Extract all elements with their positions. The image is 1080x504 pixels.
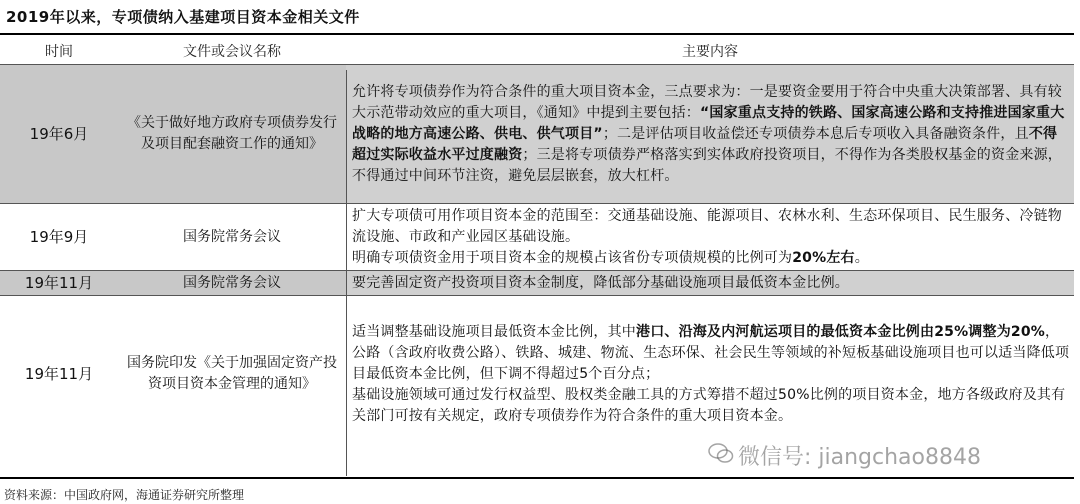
- header-doc: 文件或会议名称: [183, 44, 281, 60]
- row-doc: 国务院印发《关于加强固定资产投资项目资本金管理的通知》: [118, 296, 346, 453]
- content-text: 基础设施领域可通过发行权益型、股权类金融工具的方式筹措不超过50%比例的项目资本金，地方各级政府及其有关部门可按有关规定，政府专项债券作为符合条件的重大项目资本金。: [352, 386, 1066, 424]
- bottom-rule: [0, 477, 1074, 479]
- row-doc: 国务院常务会议: [118, 204, 346, 271]
- wechat-icon: [708, 442, 734, 464]
- emphasis-text: “国家重点支持的铁路、国家高速公路和支持推进国家重大战略的地方高速公路、供电、供气项目”: [352, 104, 1065, 142]
- emphasis-text: 不得超过实际收益水平过度融资: [352, 125, 1058, 163]
- content-text: ，公路（含政府收费公路）、铁路、城建、物流、生态环保、社会民生等领域的补短板基础设施项目也可以适当降低项目最低资本金比例，但下调不得超过5个百分点；: [352, 323, 1070, 382]
- content-text: 扩大专项债可用作项目资本金的范围至：交通基础设施、能源项目、农林水利、生态环保项目、民生服务、冷链物流设施、市政和产业园区基础设施。: [352, 207, 1062, 245]
- row-doc: 《关于做好地方政府专项债券发行及项目配套融资工作的通知》: [118, 65, 346, 204]
- table-header-row: [0, 38, 1074, 65]
- content-text: ；二是评估项目收益偿还专项债券本息后专项收入具备融资条件，且: [602, 125, 1029, 142]
- content-text: ；三是将专项债券严格落实到实体政府投资项目，不得作为各类股权基金的资金来源，不得通过中间环节注资，避免层层嵌套，放大杠杆。: [352, 146, 1063, 184]
- content-text: 明确专项债资金用于项目资本金的规模占该省份专项债规模的比例可为: [352, 249, 793, 266]
- content-text: 要完善固定资产投资项目资本金制度，降低部分基础设施项目最低资本金比例。: [352, 274, 849, 291]
- table-row: [0, 296, 1074, 453]
- row-content: [346, 296, 1074, 453]
- row-content: [346, 271, 1074, 296]
- header-content: 主要内容: [682, 44, 738, 60]
- row-content: [346, 65, 1074, 204]
- row-doc: 国务院常务会议: [118, 271, 346, 296]
- source-note: 资料来源：中国政府网，海通证券研究所整理: [4, 488, 245, 502]
- content-text: 允许将专项债券作为符合条件的重大项目资本金，三点要求为：一是要资金要用于符合中央重大决策部署、具有较大示范带动效应的重大项目，《通知》中提到主要包括：: [352, 83, 1062, 121]
- row-time: 19年11月: [0, 271, 118, 296]
- content-text: 。: [854, 249, 869, 266]
- table-row: [0, 271, 1074, 296]
- top-rule: [0, 33, 1074, 35]
- table-row: [0, 204, 1074, 271]
- watermark: 微信号: jiangchao8848: [738, 445, 981, 470]
- content-text: 适当调整基础设施项目最低资本金比例，其中: [352, 323, 636, 340]
- emphasis-text: 港口、沿海及内河航运项目的最低资本金比例由25%调整为20%: [636, 323, 1046, 340]
- row-time: 19年11月: [0, 296, 118, 453]
- row-time: 19年6月: [0, 65, 118, 204]
- table-row: [0, 65, 1074, 204]
- row-content: [346, 204, 1074, 271]
- page-title: 2019年以来，专项债纳入基建项目资本金相关文件: [6, 8, 360, 26]
- row-time: 19年9月: [0, 204, 118, 271]
- column-divider: [346, 70, 347, 476]
- header-time: 时间: [45, 44, 73, 60]
- policy-table: [0, 38, 1074, 452]
- emphasis-text: 20%左右: [792, 249, 855, 266]
